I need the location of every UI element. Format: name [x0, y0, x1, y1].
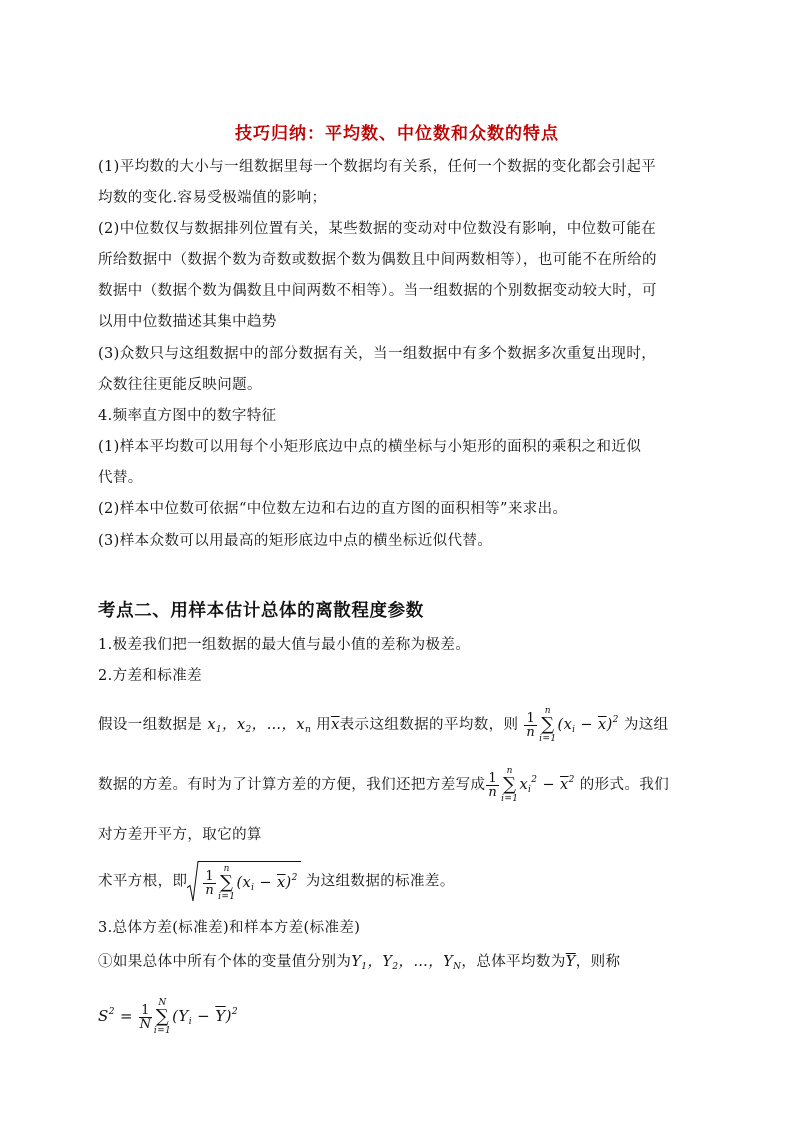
- formula-line-variance: [98, 766, 669, 804]
- text-line: 对方差开平方，取它的算: [98, 827, 262, 843]
- math-ybar: $\overline{Y}$: [565, 954, 576, 970]
- section-title: 技巧归纳：平均数、中位数和众数的特点: [235, 124, 559, 144]
- math-term: $x_i^2 - \overline{x}^2$: [519, 775, 575, 795]
- text-span: 用: [316, 717, 332, 733]
- text-line: (1)平均数的大小与一组数据里每一个数据均有关系，任何一个数据的变化都会引起平: [98, 159, 657, 175]
- text-line: 3.总体方差(标准差)和样本方差(标准差): [98, 920, 361, 936]
- math-y-list: $Y_1$，$Y_2$，…，$Y_N$: [351, 954, 462, 972]
- text-span: 为这组: [623, 717, 669, 733]
- formula-line-mean: [98, 706, 669, 744]
- text-span: 术平方根，即: [98, 873, 188, 890]
- math-sum: n ∑ i=1: [501, 766, 519, 804]
- text-line: 众数往往更能反映问题。: [98, 377, 262, 393]
- text-line: 均数的变化.容易受极端值的影响；: [98, 190, 327, 206]
- math-sqrt: $\frac{1}{n}$ n ∑ i=1 $(x_i - \overline{x})^2$: [187, 861, 300, 902]
- text-line: 以用中位数描述其集中趋势: [98, 314, 277, 330]
- text-line: 所给数据中（数据个数为奇数或数据个数为偶数且中间两数相等），也可能不在所给的: [98, 252, 657, 268]
- text-line: (3)样本众数可以用最高的矩形底边中点的横坐标近似代替。: [98, 533, 493, 549]
- math-term: $(x_i - \overline{x})^2$: [557, 715, 619, 735]
- text-span: 表示这组数据的平均数，则: [339, 717, 519, 733]
- math-fraction: $\frac{1}{n}$: [526, 710, 536, 740]
- math-fraction: $\frac{1}{n}$: [488, 770, 498, 800]
- text-line: 代替。: [98, 470, 143, 486]
- population-variance-formula: $S^2$ = $\frac{1}{N}$ N ∑ i=1 $(Y_i - \overline{Y})^2$: [98, 998, 239, 1036]
- text-span: 数据的方差。有时为了计算方差的方便，我们还把方差写成: [98, 777, 486, 793]
- text-span: ，总体平均数为: [461, 954, 566, 970]
- text-line: 1.极差我们把一组数据的最大值与最小值的差称为极差。: [98, 637, 471, 653]
- formula-line-population: [98, 952, 620, 977]
- text-span: ①如果总体中所有个体的变量值分别为: [98, 954, 352, 970]
- text-line: 2.方差和标准差: [98, 668, 203, 684]
- math-sum: n ∑ i=1: [539, 706, 557, 744]
- math-xbar: $\overline{x}$: [331, 717, 340, 733]
- math-x-list: $x_1$，$x_2$，…，$x_n$: [207, 717, 312, 735]
- text-span: 的形式。我们: [579, 777, 670, 793]
- text-line: (2)样本中位数可依据“中位数左边和右边的直方图的面积相等”来求出。: [98, 501, 568, 517]
- text-line: (3)众数只与这组数据中的部分数据有关，当一组数据中有多个数据多次重复出现时，: [98, 346, 657, 362]
- text-span: 为这组数据的标准差。: [305, 873, 455, 890]
- text-span: ，则称: [575, 954, 621, 970]
- formula-line-stddev: [98, 861, 455, 902]
- section-heading: 考点二、用样本估计总体的离散程度参数: [98, 601, 424, 621]
- text-line: (2)中位数仅与数据排列位置有关，某些数据的变动对中位数没有影响，中位数可能在: [98, 221, 657, 237]
- text-line: 数据中（数据个数为偶数且中间两数不相等）。当一组数据的个别数据变动较大时，可: [98, 283, 657, 299]
- text-line: 4.频率直方图中的数字特征: [98, 408, 277, 424]
- text-line: (1)样本平均数可以用每个小矩形底边中点的横坐标与小矩形的面积的乘积之和近似: [98, 439, 642, 455]
- text-span: 假设一组数据是: [98, 717, 203, 733]
